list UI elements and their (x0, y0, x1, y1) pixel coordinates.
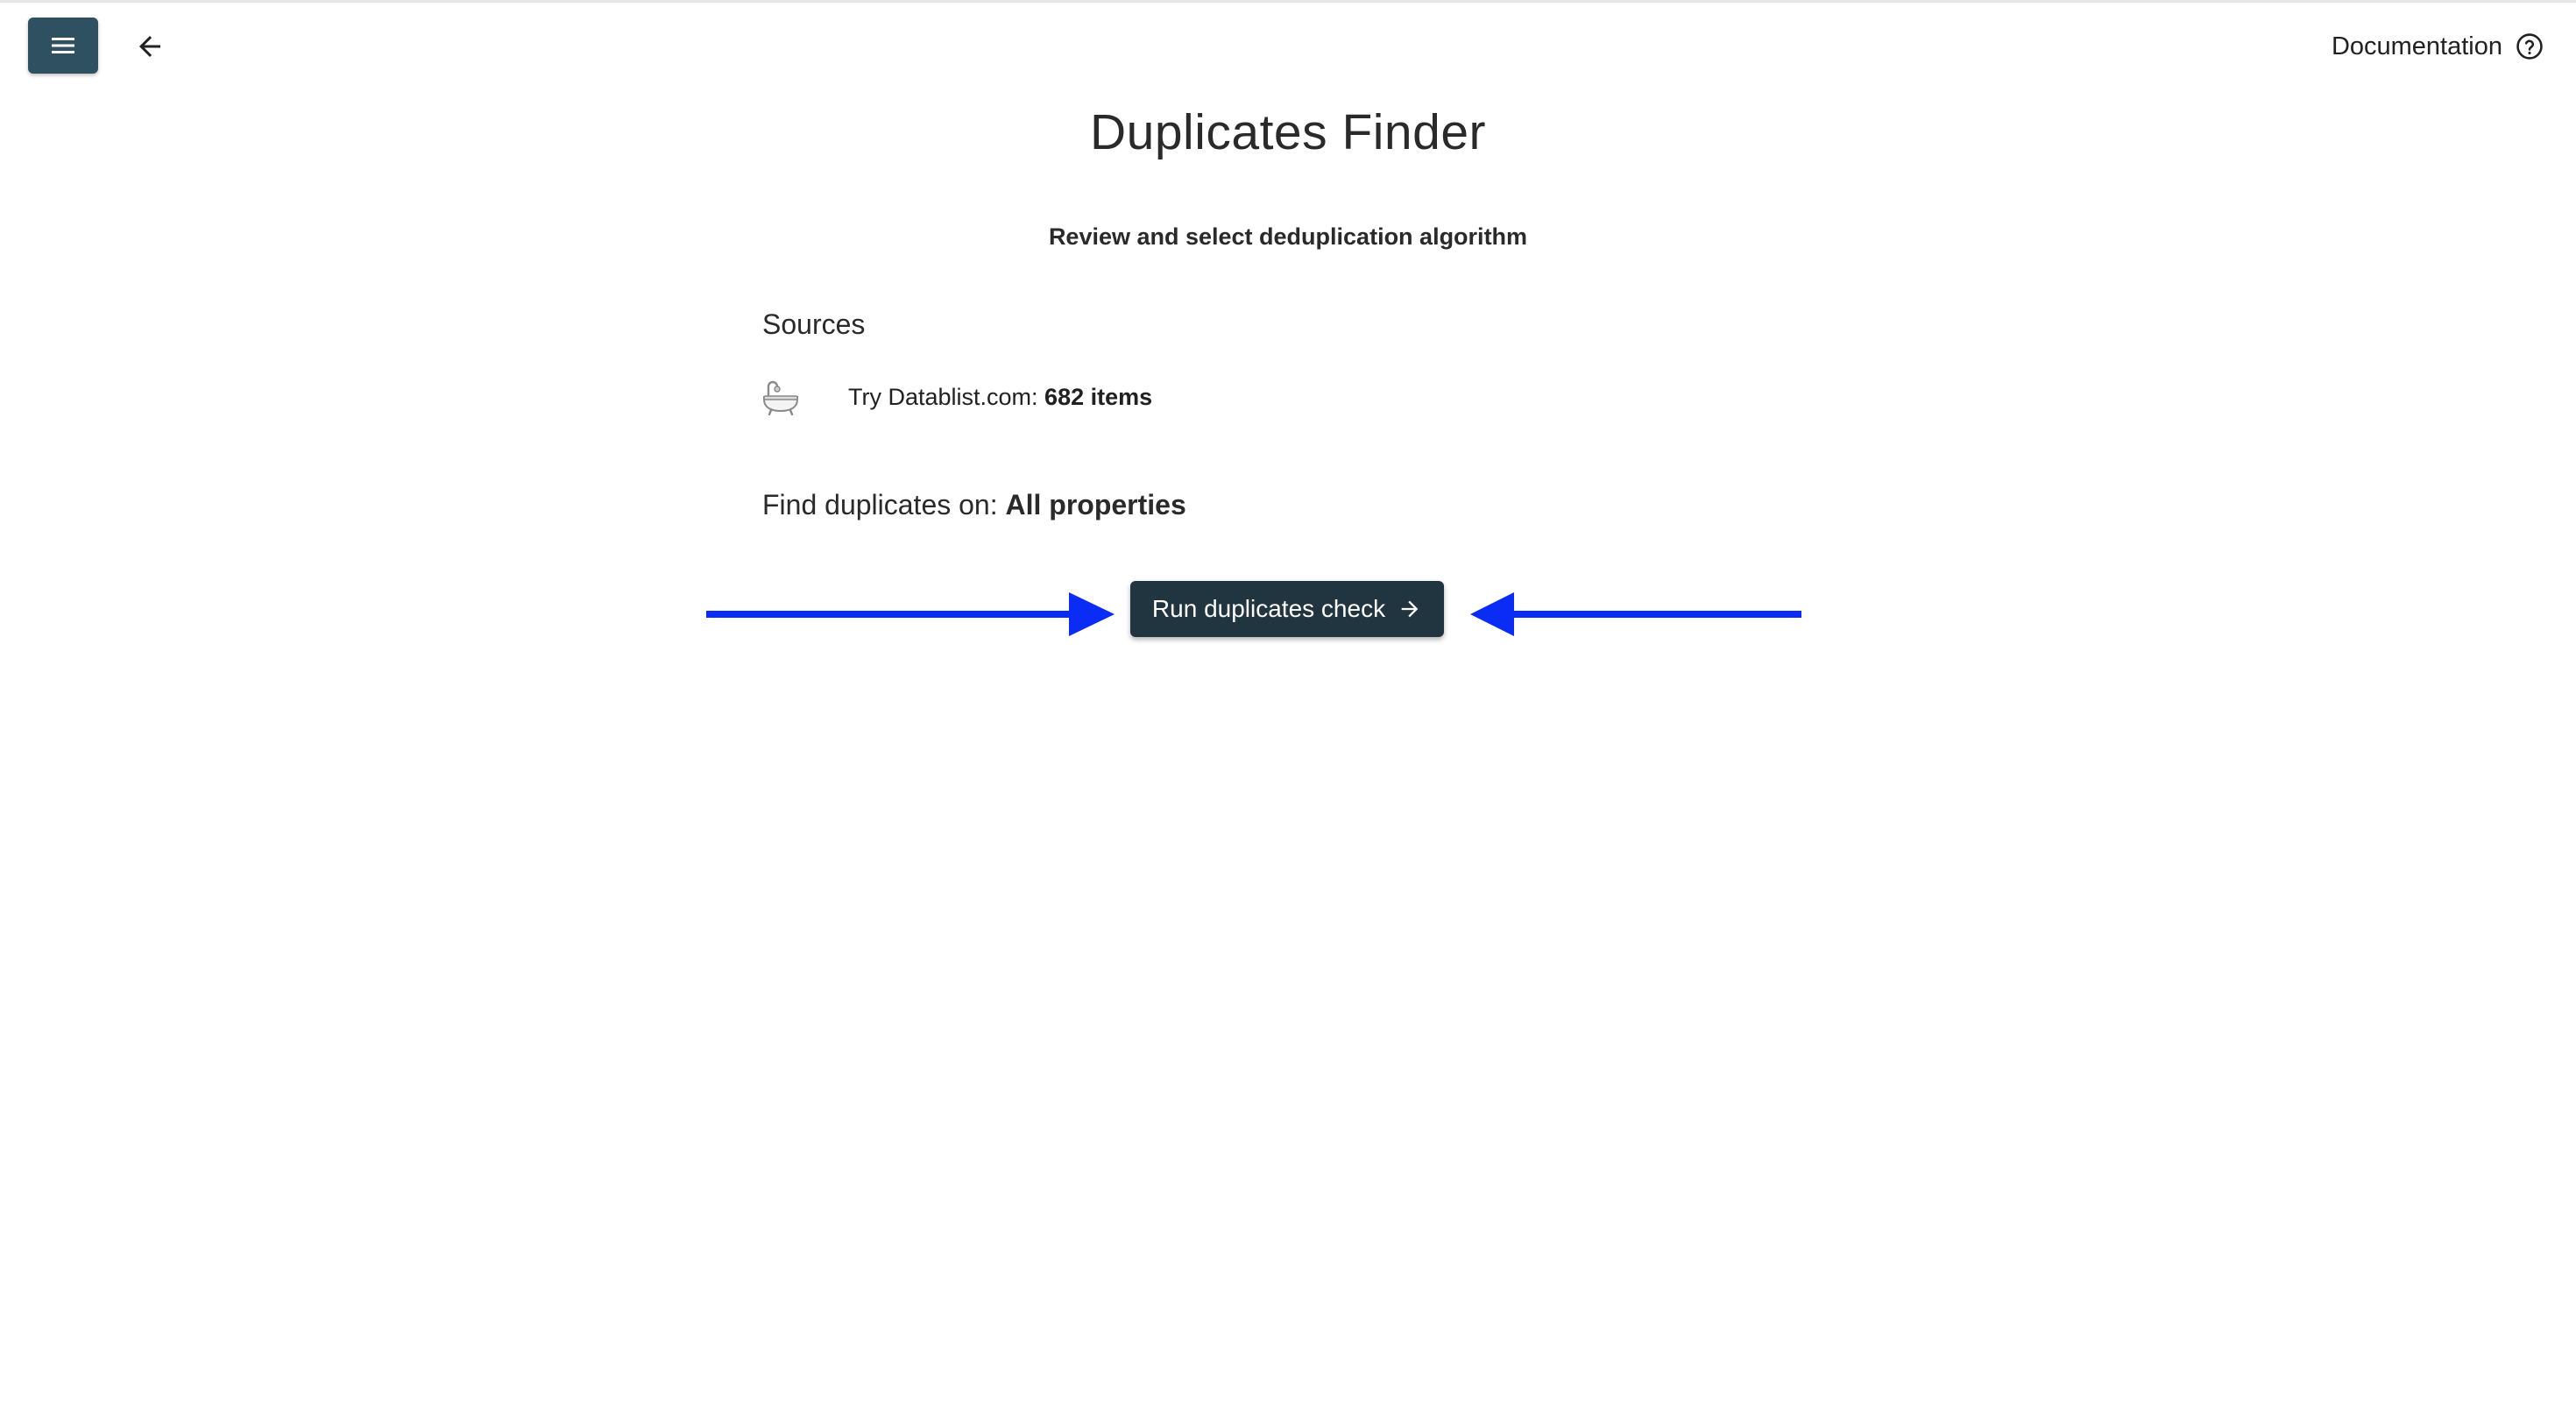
documentation-link[interactable] (2332, 25, 2544, 68)
page-title: Duplicates Finder (1089, 104, 1487, 160)
hamburger-menu-icon (50, 35, 76, 56)
find-label: Find duplicates on: (762, 489, 1006, 520)
arrow-left-icon (134, 31, 166, 62)
page-subtitle: Review and select deduplication algorithm (1048, 223, 1528, 250)
arrow-right-icon (1398, 597, 1422, 621)
run-duplicates-check-button[interactable] (1130, 581, 1444, 637)
help-circle-icon (2515, 32, 2544, 61)
documentation-label: Documentation (2331, 32, 2502, 60)
source-count: 682 items (1044, 383, 1153, 410)
left-annotation-arrow (706, 587, 1118, 640)
find-value: All properties (1005, 489, 1186, 520)
find-duplicates-line (762, 489, 1186, 521)
back-button[interactable] (128, 25, 172, 68)
source-name: Try Datablist.com: (848, 383, 1045, 410)
top-border (0, 0, 2576, 3)
right-annotation-arrow (1467, 587, 1803, 640)
run-button-label: Run duplicates check (1151, 595, 1386, 622)
bathtub-icon (759, 377, 803, 417)
sources-heading: Sources (762, 308, 866, 340)
source-item (759, 377, 1152, 417)
source-label (848, 384, 1152, 411)
menu-button[interactable] (28, 18, 98, 74)
